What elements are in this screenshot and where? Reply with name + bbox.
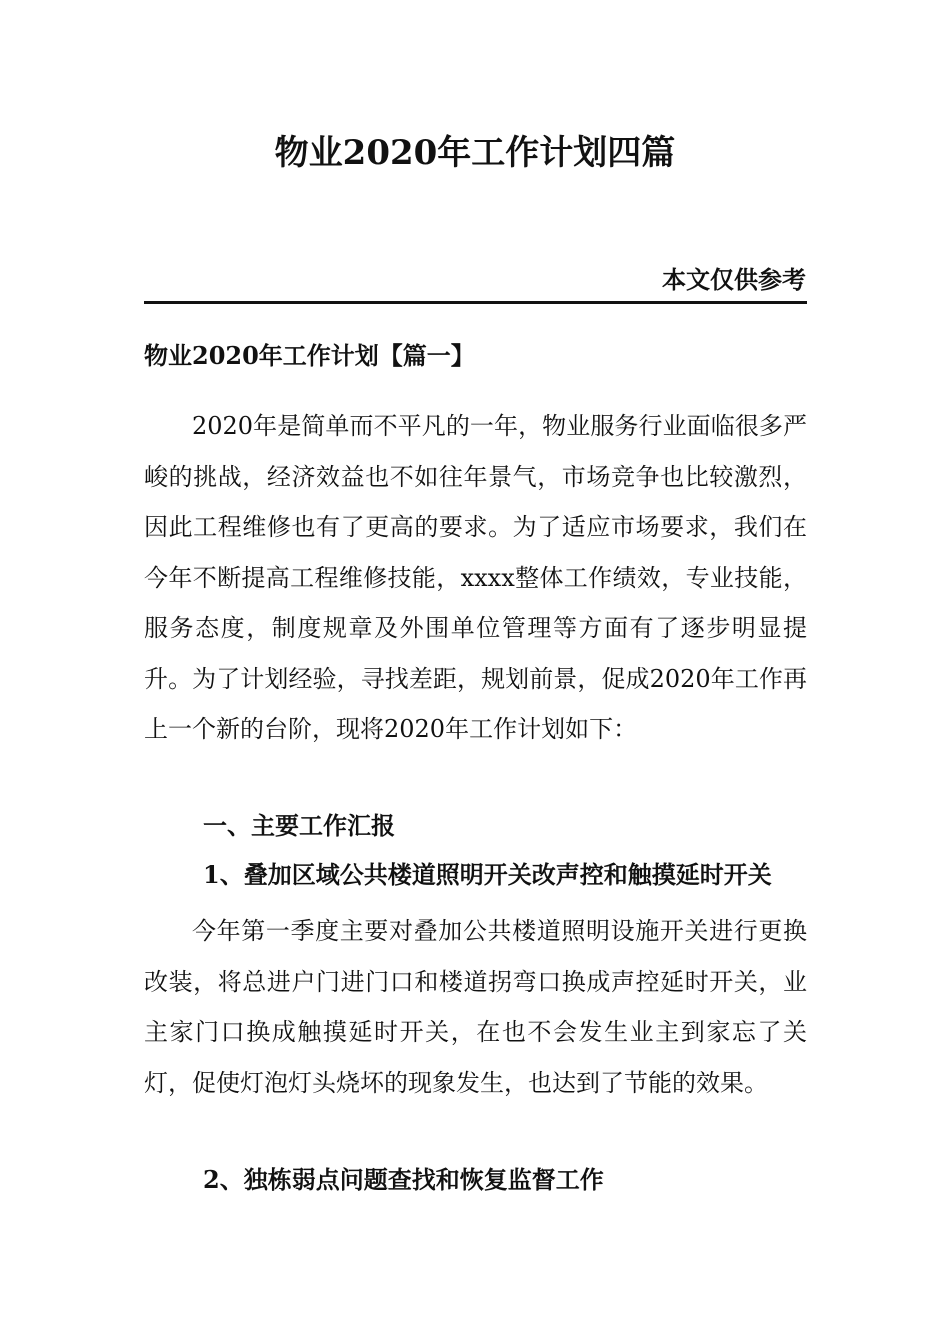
work-item-2-heading: 2、独栋弱点问题查找和恢复监督工作 (203, 1165, 604, 1194)
main-work-heading: 一、主要工作汇报 (203, 811, 395, 840)
section-heading: 物业2020年工作计划【篇一】 (144, 341, 475, 370)
disclaimer-text: 本文仅供参考 (662, 265, 806, 294)
document-title: 物业2020年工作计划四篇 (274, 133, 676, 173)
work-item-1-heading: 1、叠加区域公共楼道照明开关改声控和触摸延时开关 (203, 860, 772, 889)
work-item-1-paragraph: 今年第一季度主要对叠加公共楼道照明设施开关进行更换改装，将总进户门进门口和楼道拐弯口换成声控延时开关，业主家门口换成触摸延时开关，在也不会发生业主到家忘了关灯，促使灯泡灯头烧坏的现象发生，也达到了节能的效果。 (144, 917, 807, 1097)
intro-paragraph: 2020年是简单而不平凡的一年，物业服务行业面临很多严峻的挑战，经济效益也不如往年景气，市场竞争也比较激烈，因此工程维修也有了更高的要求。为了适应市场要求，我们在今年不断提高工程维修技能，xxxx整体工作绩效，专业技能，服务态度，制度规章及外围单位管理等方面有了逐步明显提升。为了计划经验，寻找差距，规划前景，促成2020年工作再上一个新的台阶，现将2020年工作计划如下： (144, 412, 807, 743)
horizontal-rule (144, 301, 807, 304)
